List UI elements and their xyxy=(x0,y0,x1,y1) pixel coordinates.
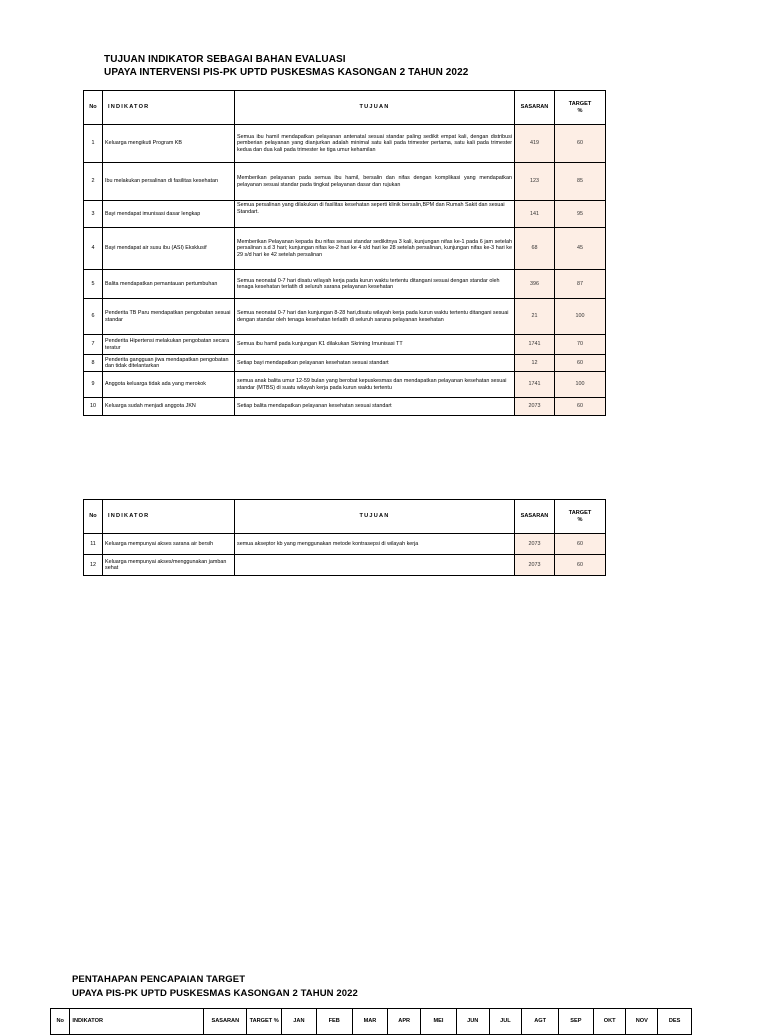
row-sasaran: 12 xyxy=(515,355,555,372)
row-target: 45 xyxy=(555,228,606,270)
table-row xyxy=(84,125,606,163)
row-target: 85 xyxy=(555,163,606,201)
row-no: 10 xyxy=(84,398,103,416)
row-sasaran: 1741 xyxy=(515,335,555,355)
row-indikator: Balita mendapatkan pemantauan pertumbuhan xyxy=(103,270,235,299)
plan-header-month: JAN xyxy=(282,1009,317,1035)
indicator-table-2 xyxy=(83,499,606,576)
row-target: 100 xyxy=(555,299,606,335)
row-tujuan: Semua neonatal 0-7 hari dan kunjungan 8-28 hari,disatu wilayah kerja pada kurun waktu tertentu ditangani sesuai dengan standar oleh tenaga kesehatan terlatih di seluruh sarana pelayanan kesehatan xyxy=(235,299,515,335)
row-target: 70 xyxy=(555,335,606,355)
row-tujuan: Semua persalinan yang dilakukan di fasilitas kesehatan seperti klinik bersalin,BPM dan Rumah Sakit dan sesuai Standart. xyxy=(235,201,515,228)
table-row xyxy=(84,555,606,576)
row-tujuan: Semua neonatal 0-7 hari disatu wilayah kerja pada kurun waktu tertentu ditangani sesuai dengan standar oleh tenaga kesehatan terlatih di seluruh sarana pelayanan kesehatan xyxy=(235,270,515,299)
header-indikator: INDIKATOR xyxy=(103,500,235,534)
plan-header-target: TARGET % xyxy=(247,1009,282,1035)
row-sasaran: 123 xyxy=(515,163,555,201)
row-indikator: Keluarga sudah menjadi anggota JKN xyxy=(103,398,235,416)
row-sasaran: 68 xyxy=(515,228,555,270)
row-no: 2 xyxy=(84,163,103,201)
row-tujuan: semua akseptor kb yang menggunakan metode kontrasepsi di wilayah kerja xyxy=(235,534,515,555)
indicator-table-1 xyxy=(83,90,606,416)
header-target xyxy=(555,500,606,534)
table-row xyxy=(84,372,606,398)
document-title xyxy=(104,53,468,79)
row-indikator: Bayi mendapat air susu ibu (ASI) Eksklusif xyxy=(103,228,235,270)
row-target: 60 xyxy=(555,125,606,163)
plan-header-indikator: INDIKATOR xyxy=(70,1009,204,1035)
plan-header-month: DES xyxy=(658,1009,692,1035)
row-sasaran: 21 xyxy=(515,299,555,335)
plan-header-month: FEB xyxy=(316,1009,352,1035)
row-indikator: Penderita Hipertensi melakukan pengobatan secara teratur xyxy=(103,335,235,355)
row-sasaran: 396 xyxy=(515,270,555,299)
header-target-label: TARGET xyxy=(568,510,592,516)
row-no: 4 xyxy=(84,228,103,270)
row-tujuan: Semua ibu hamil mendapatkan pelayanan antenatal sesuai standar paling sedikit empat kali, dengan distribusi pemberian pelayanan yang dianjurkan adalah minimal satu kali pada trimester pertama, satu kali pada trimester kedua dan dua kali pada trimester ke tiga umur kehamilan xyxy=(235,125,515,163)
header-sasaran: SASARAN xyxy=(515,500,555,534)
row-no: 7 xyxy=(84,335,103,355)
row-target: 100 xyxy=(555,372,606,398)
row-sasaran: 2073 xyxy=(515,555,555,576)
row-target: 95 xyxy=(555,201,606,228)
row-tujuan: semua anak balita umur 12-59 bulan yang berobat kepuskesmas dan mendapatkan pelayanan kesehatan sesuai standar (MTBS) di suatu wilayah kerja pada kurun waktu tertentu xyxy=(235,372,515,398)
row-no: 8 xyxy=(84,355,103,372)
plan-title-line-1: PENTAHAPAN PENCAPAIAN TARGET xyxy=(72,974,246,985)
header-target-unit: % xyxy=(577,107,583,114)
header-no: No xyxy=(84,500,103,534)
plan-title xyxy=(72,973,358,1001)
row-indikator: Keluarga mengikuti Program KB xyxy=(103,125,235,163)
row-sasaran: 2073 xyxy=(515,398,555,416)
plan-header-no: No xyxy=(51,1009,70,1035)
row-indikator: Anggota keluarga tidak ada yang merokok xyxy=(103,372,235,398)
table-row xyxy=(84,228,606,270)
row-indikator: Keluarga mempunyai akses/menggunakan jamban sehat xyxy=(103,555,235,576)
plan-header-row xyxy=(51,1009,692,1035)
row-target: 60 xyxy=(555,534,606,555)
header-tujuan: TUJUAN xyxy=(235,91,515,125)
row-tujuan xyxy=(235,555,515,576)
row-no: 9 xyxy=(84,372,103,398)
plan-header-month: APR xyxy=(388,1009,421,1035)
plan-header-month: OKT xyxy=(593,1009,626,1035)
header-indikator: INDIKATOR xyxy=(103,91,235,125)
row-tujuan: Memberikan pelayanan pada semua ibu hamil, bersalin dan nifas dengan komplikasi yang mendapatkan pelayanan sesuai standar pada tingkat pelayanan dasar dan rujukan xyxy=(235,163,515,201)
row-target: 87 xyxy=(555,270,606,299)
row-no: 3 xyxy=(84,201,103,228)
title-line-2: UPAYA INTERVENSI PIS-PK UPTD PUSKESMAS KASONGAN 2 TAHUN 2022 xyxy=(104,67,469,78)
header-no: No xyxy=(84,91,103,125)
table-row xyxy=(84,163,606,201)
row-tujuan: Memberikan Pelayanan kepada ibu nifas sesuai standar sedikitnya 3 kali, kunjungan nifas ke-1 pada 6 jam setelah persalinan s.d 3 hari; kunjungan nifas ke-2 hari ke 4 s/d hari ke 28 setelah persalinan, kunjungan nifas ke-3 hari ke 29 s/d hari ke 42 setelah persalinan xyxy=(235,228,515,270)
table-row xyxy=(84,201,606,228)
title-line-1: TUJUAN INDIKATOR SEBAGAI BAHAN EVALUASI xyxy=(104,54,346,65)
plan-header-month: AGT xyxy=(522,1009,559,1035)
row-no: 11 xyxy=(84,534,103,555)
header-target-unit: % xyxy=(577,516,583,523)
row-indikator: Penderita gangguan jiwa mendapatkan pengobatan dan tidak ditelantarkan xyxy=(103,355,235,372)
header-target xyxy=(555,91,606,125)
row-no: 5 xyxy=(84,270,103,299)
table-row xyxy=(84,398,606,416)
plan-header-month: MEI xyxy=(421,1009,457,1035)
row-sasaran: 1741 xyxy=(515,372,555,398)
plan-header-month: JUL xyxy=(489,1009,522,1035)
plan-title-line-2: UPAYA PIS-PK UPTD PUSKESMAS KASONGAN 2 TAHUN 2022 xyxy=(72,988,358,999)
table-header-row xyxy=(84,91,606,125)
table-row xyxy=(84,355,606,372)
row-tujuan: Setiap balita mendapatkan pelayanan kesehatan sesuai standart xyxy=(235,398,515,416)
table-row xyxy=(84,299,606,335)
row-indikator: Ibu melakukan persalinan di fasilitas kesehatan xyxy=(103,163,235,201)
row-no: 12 xyxy=(84,555,103,576)
row-indikator: Keluarga mempunyai akses sarana air bersih xyxy=(103,534,235,555)
row-tujuan: Semua ibu hamil pada kunjungan K1 dilakukan Skrining Imunisasi TT xyxy=(235,335,515,355)
row-no: 1 xyxy=(84,125,103,163)
row-tujuan: Setiap bayi mendapatkan pelayanan kesehatan sesuai standart xyxy=(235,355,515,372)
row-indikator: Penderita TB Paru mendapatkan pengobatan sesuai standar xyxy=(103,299,235,335)
plan-header-month: SEP xyxy=(559,1009,594,1035)
plan-table xyxy=(50,1008,692,1035)
header-tujuan: TUJUAN xyxy=(235,500,515,534)
table-row xyxy=(84,270,606,299)
header-target-label: TARGET xyxy=(568,101,592,107)
plan-header-month: NOV xyxy=(626,1009,658,1035)
table-header-row xyxy=(84,500,606,534)
table-row xyxy=(84,534,606,555)
plan-header-month: JUN xyxy=(456,1009,489,1035)
row-indikator: Bayi mendapat imunisasi dasar lengkap xyxy=(103,201,235,228)
row-sasaran: 419 xyxy=(515,125,555,163)
row-target: 60 xyxy=(555,355,606,372)
header-sasaran: SASARAN xyxy=(515,91,555,125)
row-sasaran: 141 xyxy=(515,201,555,228)
table-row xyxy=(84,335,606,355)
row-target: 60 xyxy=(555,555,606,576)
plan-header-sasaran: SASARAN xyxy=(204,1009,247,1035)
row-sasaran: 2073 xyxy=(515,534,555,555)
plan-header-month: MAR xyxy=(352,1009,388,1035)
row-no: 6 xyxy=(84,299,103,335)
row-target: 60 xyxy=(555,398,606,416)
